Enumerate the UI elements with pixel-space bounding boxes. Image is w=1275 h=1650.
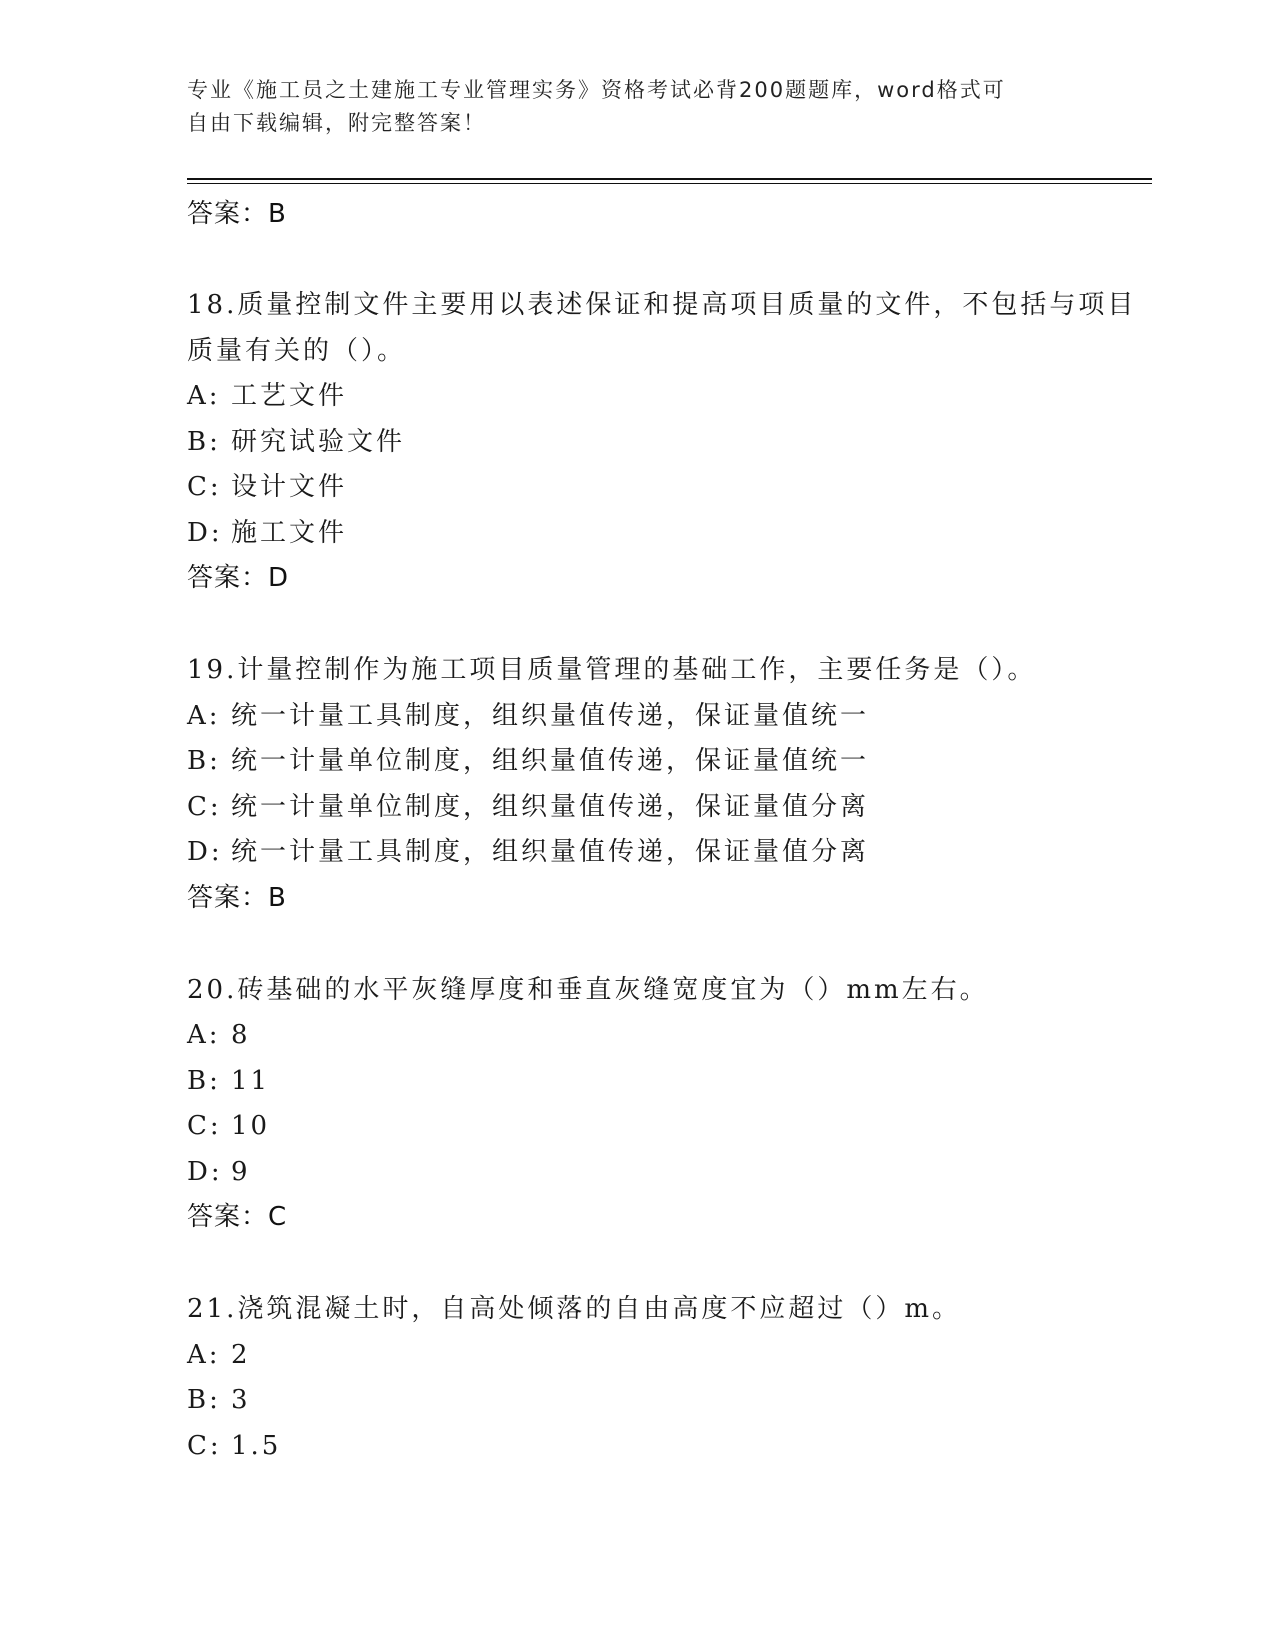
answer-label: 答案：B xyxy=(187,882,287,913)
option-text: 8 xyxy=(231,1020,251,1050)
question-19 xyxy=(187,648,1147,921)
option-text: 1.5 xyxy=(231,1430,282,1461)
question-20 xyxy=(187,968,1147,1241)
question-18 xyxy=(187,283,1147,601)
option-text: 统一计量单位制度，组织量值传递，保证量值统一 xyxy=(231,746,870,776)
option-letter: D: xyxy=(187,1156,223,1187)
option-text: 11 xyxy=(231,1065,271,1096)
question-stem: 19.计量控制作为施工项目质量管理的基础工作，主要任务是（）。 xyxy=(187,655,1037,685)
option-text: 2 xyxy=(231,1339,251,1370)
option-text: 9 xyxy=(231,1156,251,1187)
header-line-1: 专业《施工员之土建施工专业管理实务》资格考试必背200题题库，word格式可 xyxy=(187,78,1006,102)
option-letter: B: xyxy=(187,426,221,457)
option-text: 10 xyxy=(231,1111,271,1141)
option-text: 设计文件 xyxy=(231,472,348,502)
option-c xyxy=(187,465,1147,511)
option-b xyxy=(187,1378,1147,1424)
option-text: 工艺文件 xyxy=(231,381,348,411)
option-a xyxy=(187,1013,1147,1059)
option-letter: A: xyxy=(187,700,221,731)
option-c xyxy=(187,1424,1147,1470)
option-text: 研究试验文件 xyxy=(231,426,406,457)
header-line-2: 自由下载编辑，附完整答案！ xyxy=(187,111,486,135)
option-b xyxy=(187,739,1147,785)
option-a xyxy=(187,374,1147,420)
option-letter: C: xyxy=(187,472,222,502)
option-a xyxy=(187,1333,1147,1379)
option-letter: D: xyxy=(187,517,223,548)
option-letter: A: xyxy=(187,1339,221,1370)
option-text: 统一计量工具制度，组织量值传递，保证量值分离 xyxy=(231,837,870,867)
option-text: 统一计量工具制度，组织量值传递，保证量值统一 xyxy=(231,700,870,731)
option-letter: C: xyxy=(187,1430,222,1461)
option-letter: B: xyxy=(187,746,221,776)
option-letter: A: xyxy=(187,381,221,411)
question-stem: 18.质量控制文件主要用以表述保证和提高项目质量的文件，不包括与项目质量有关的（）。 xyxy=(187,290,1137,366)
header-rule-thin xyxy=(187,183,1152,184)
option-letter: B: xyxy=(187,1065,221,1096)
question-stem: 21.浇筑混凝土时，自高处倾落的自由高度不应超过（）m。 xyxy=(187,1294,962,1324)
option-d xyxy=(187,511,1147,557)
document-header xyxy=(187,74,1087,140)
option-d xyxy=(187,1150,1147,1196)
option-letter: D: xyxy=(187,837,223,867)
option-a xyxy=(187,694,1147,740)
answer-label: 答案：D xyxy=(187,563,290,593)
question-stem: 20.砖基础的水平灰缝厚度和垂直灰缝宽度宜为（）mm左右。 xyxy=(187,974,989,1005)
option-letter: C: xyxy=(187,1111,222,1141)
header-rule-thick xyxy=(187,178,1152,180)
option-b xyxy=(187,420,1147,466)
option-letter: B: xyxy=(187,1385,221,1415)
option-c xyxy=(187,1104,1147,1150)
option-letter: A: xyxy=(187,1020,221,1050)
document-body xyxy=(187,192,1147,1469)
answer-label: 答案：B xyxy=(187,199,287,229)
option-letter: C: xyxy=(187,791,222,822)
option-text: 统一计量单位制度，组织量值传递，保证量值分离 xyxy=(231,791,870,822)
option-text: 施工文件 xyxy=(231,517,348,548)
option-b xyxy=(187,1059,1147,1105)
option-text: 3 xyxy=(231,1385,251,1415)
question-21 xyxy=(187,1287,1147,1469)
answer-label: 答案：C xyxy=(187,1202,288,1232)
option-d xyxy=(187,830,1147,876)
option-c xyxy=(187,785,1147,831)
